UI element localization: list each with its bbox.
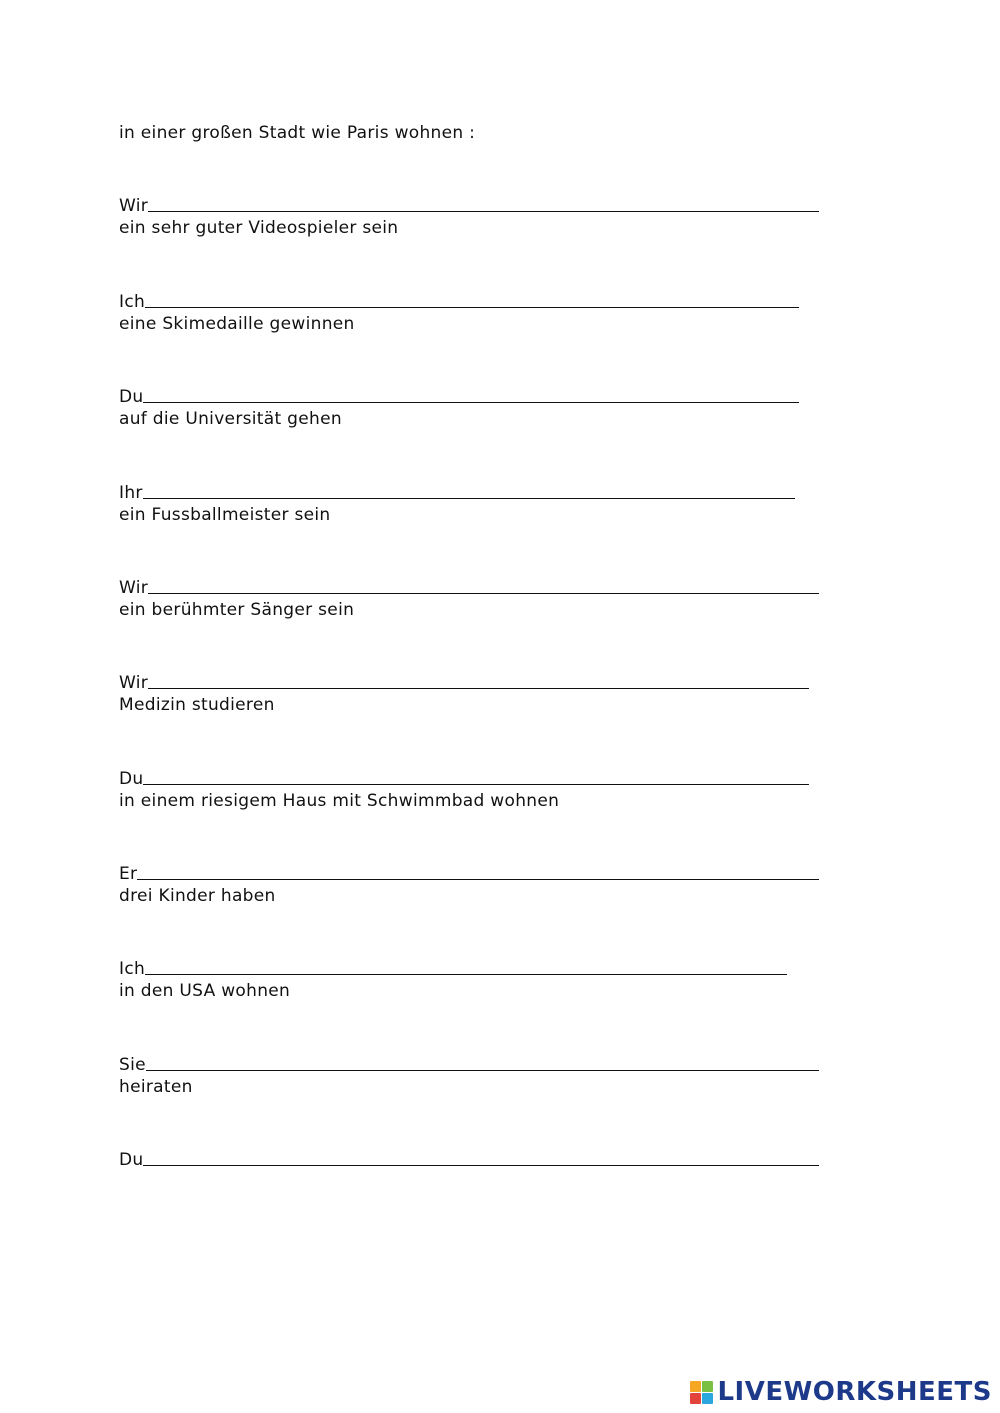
prompt-9: drei Kinder haben: [119, 886, 276, 906]
answer-row-5: [119, 550, 879, 598]
logo-block: [702, 1393, 713, 1404]
prompt-6: ein berühmter Sänger sein: [119, 599, 355, 620]
answer-row-8: [119, 836, 879, 884]
prompt-10: in den USA wohnen: [119, 981, 291, 1002]
answer-row-2: [119, 264, 879, 312]
logo-blocks-icon: [690, 1381, 713, 1404]
answer-row-9: [119, 932, 879, 980]
prompt-5: ein Fussballmeister sein: [119, 504, 331, 525]
answer-blank-7[interactable]: [143, 774, 809, 785]
subject-label: Wir: [119, 673, 149, 694]
logo-block: [690, 1393, 701, 1404]
subject-label: Wir: [119, 196, 149, 217]
subject-label: Ich: [119, 291, 146, 312]
answer-blank-1[interactable]: [148, 201, 819, 212]
subject-label: Wir: [119, 577, 149, 598]
answer-row-6: [119, 646, 879, 694]
subject-label: Er: [119, 864, 138, 884]
answer-blank-11[interactable]: [143, 1155, 819, 1166]
subject-label: Sie: [119, 1054, 146, 1075]
subject-label: Du: [119, 387, 144, 408]
answer-blank-6[interactable]: [148, 678, 809, 689]
worksheet: [119, 121, 879, 1170]
answer-blank-5[interactable]: [148, 583, 819, 594]
answer-row-11: [119, 1122, 879, 1170]
prompt-1: in einer großen Stadt wie Paris wohnen :: [119, 123, 476, 143]
answer-row-4: [119, 455, 879, 503]
prompt-2: ein sehr guter Videospieler sein: [119, 218, 399, 239]
answer-row-1: [119, 169, 879, 217]
answer-blank-10[interactable]: [146, 1060, 819, 1071]
subject-label: Ihr: [119, 482, 143, 503]
prompt-4: auf die Universität gehen: [119, 409, 342, 430]
prompt-11: heiraten: [119, 1076, 193, 1097]
logo-block: [702, 1381, 713, 1392]
prompt-7: Medizin studieren: [119, 695, 275, 716]
answer-blank-2[interactable]: [145, 297, 799, 308]
answer-blank-8[interactable]: [137, 869, 819, 880]
answer-row-7: [119, 741, 879, 789]
subject-label: Ich: [119, 959, 146, 980]
logo-text: LIVEWORKSHEETS: [717, 1377, 992, 1407]
subject-label: Du: [119, 768, 144, 789]
subject-label: Du: [119, 1150, 144, 1171]
answer-blank-4[interactable]: [143, 488, 795, 499]
answer-blank-9[interactable]: [145, 964, 787, 975]
answer-row-10: [119, 1027, 879, 1075]
answer-row-3: [119, 359, 879, 407]
answer-blank-3[interactable]: [143, 392, 799, 403]
prompt-8: in einem riesigem Haus mit Schwimmbad wohnen: [119, 790, 560, 811]
logo-block: [690, 1381, 701, 1392]
prompt-3: eine Skimedaille gewinnen: [119, 313, 355, 334]
liveworksheets-logo[interactable]: [690, 1377, 992, 1407]
